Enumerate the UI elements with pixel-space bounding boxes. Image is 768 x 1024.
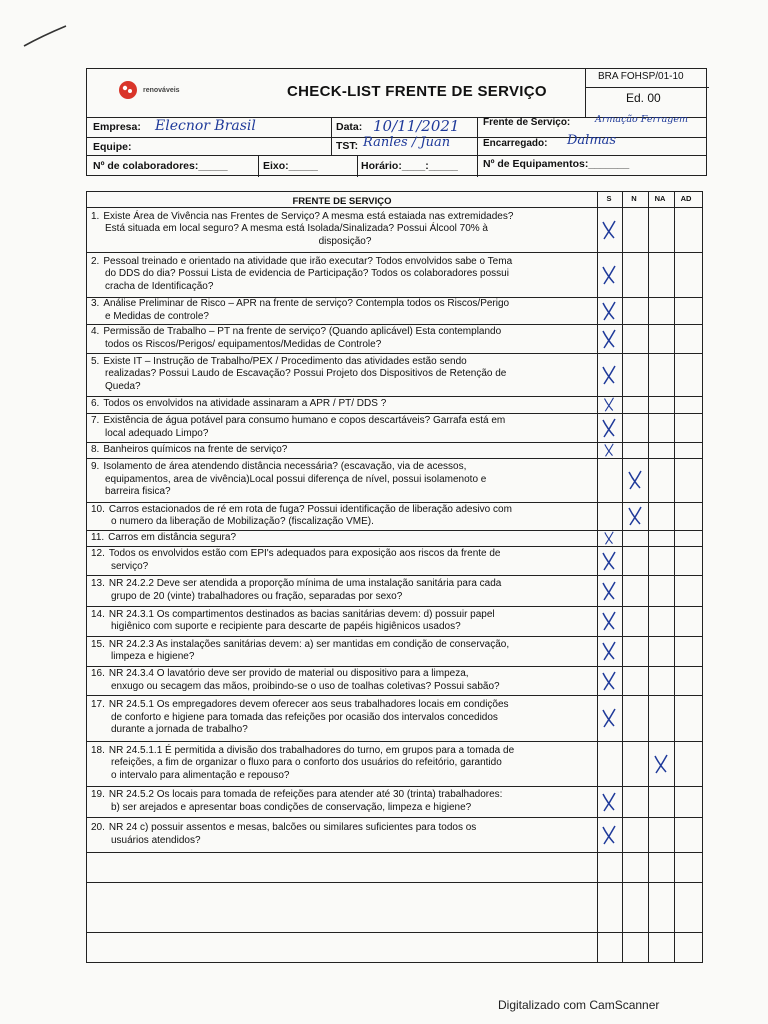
checklist-item-text: 12. Todos os envolvidos estão com EPI's adequados para exposição aos riscos da frente de xyxy=(91,548,501,559)
checklist-item-number: 12. xyxy=(91,548,105,559)
label-tst: TST: xyxy=(336,140,359,152)
label-equipe: Equipe: xyxy=(93,141,132,153)
label-frente: Frente de Serviço: xyxy=(483,117,571,128)
column-header-frente: FRENTE DE SERVIÇO xyxy=(292,196,392,207)
handwritten-check-s-icon[interactable] xyxy=(601,397,617,412)
handwritten-check-s-icon[interactable] xyxy=(601,551,617,571)
checklist-item-text: barreira fisica? xyxy=(105,486,171,498)
checklist-item xyxy=(91,326,599,351)
checklist-item-text: equipamentos, area de vivência)Local possui diferença de nível, possui isolamenoto e xyxy=(105,473,487,485)
handwritten-check-s-icon[interactable] xyxy=(601,531,617,545)
checklist-item-number: 18. xyxy=(91,744,105,756)
checklist-item-number: 7. xyxy=(91,415,100,426)
handwritten-check-s-icon[interactable] xyxy=(601,641,617,661)
checklist-item-text: 3. Análise Preliminar de Risco – APR na frente de serviço? Contempla todos os Riscos/Perigo xyxy=(91,298,510,309)
handwritten-check-n-icon[interactable] xyxy=(627,470,643,490)
checklist-item-text: refeições, a fim de organizar o fluxo para o conforto dos usuários do refeitório, garantido xyxy=(111,757,502,769)
checklist-item-text: o numero da liberação de Mobilização? (fiscalização VME). xyxy=(111,516,374,527)
scanner-watermark: Digitalizado com CamScanner xyxy=(498,998,660,1012)
checklist-item-text: realizadas? Possui Laudo de Escavação? Possui Projeto dos Dispositivos de Retenção de xyxy=(105,368,507,380)
handwritten-check-na-icon[interactable] xyxy=(653,754,669,774)
label-equipamentos: Nº de Equipamentos:_______ xyxy=(483,158,630,170)
handwritten-check-s-icon[interactable] xyxy=(601,671,617,691)
pen-stroke-mark xyxy=(22,22,70,50)
checklist-item-text: 6. Todos os envolvidos na atividade assinaram a APR / PT/ DDS ? xyxy=(91,398,387,410)
checklist-item xyxy=(91,789,599,814)
checklist-item xyxy=(91,356,599,394)
label-data: Data: xyxy=(336,121,363,133)
checklist-item xyxy=(91,532,599,545)
checklist-item xyxy=(91,745,599,783)
checklist-item-number: 6. xyxy=(91,398,100,410)
checklist-item-text: 13. NR 24.2.2 Deve ser atendida a proporção mínima de uma instalação sanitária para cada xyxy=(91,578,502,589)
checklist-item-text: durante a jornada de trabalho? xyxy=(111,724,248,736)
handwritten-check-s-icon[interactable] xyxy=(601,301,617,321)
checklist-item-text: o intervalo para alimentação e repouso? xyxy=(111,769,290,781)
value-empresa[interactable]: Elecnor Brasil xyxy=(155,118,256,134)
value-tst[interactable]: Ranles / Juan xyxy=(363,135,451,150)
checklist-item-text: e Medidas de controle? xyxy=(105,310,209,322)
checklist-item-text: higiênico com suporte e recipiente para descarte de papéis higiênicos usados? xyxy=(111,621,461,632)
label-empresa: Empresa: xyxy=(93,121,141,133)
checklist-item-number: 14. xyxy=(91,608,105,620)
checklist-item-text: 5. Existe IT – Instrução de Trabalho/PEX / Procedimento das atividades estão sendo xyxy=(91,355,467,367)
checklist-item-text: local adequado Limpo? xyxy=(105,427,209,439)
form-header xyxy=(86,68,707,176)
checklist-item-text: 4. Permissão de Trabalho – PT na frente de serviço? (Quando aplicável) Esta contemplando xyxy=(91,326,502,337)
handwritten-check-s-icon[interactable] xyxy=(601,220,617,240)
checklist-item-number: 9. xyxy=(91,461,100,473)
handwritten-check-s-icon[interactable] xyxy=(601,365,617,385)
checklist-item-text: serviço? xyxy=(111,560,149,572)
checklist-item-text: 17. NR 24.5.1 Os empregadores devem oferecer aos seus trabalhadores locais em condições xyxy=(91,699,509,711)
label-eixo: Eixo:_____ xyxy=(263,160,318,172)
checklist-item-number: 20. xyxy=(91,822,105,833)
checklist-item-number: 1. xyxy=(91,210,100,222)
handwritten-check-s-icon[interactable] xyxy=(601,581,617,601)
handwritten-check-s-icon[interactable] xyxy=(601,329,617,349)
checklist-item-text: 1. Existe Área de Vivência nas Frentes de Serviço? A mesma está estaiada nas extremidades? xyxy=(91,210,514,222)
checklist-item xyxy=(91,415,599,440)
checklist-item-text: de conforto e higiene para tomada das refeições por ocasião dos intervalos concedidos xyxy=(111,711,498,723)
value-frente[interactable]: Armação Ferragem xyxy=(595,114,688,125)
checklist-item xyxy=(91,609,599,634)
handwritten-check-s-icon[interactable] xyxy=(601,708,617,728)
checklist-item-text: 10. Carros estacionados de ré em rota de fuga? Possui identificação de liberação adesivo com xyxy=(91,503,512,515)
checklist-item xyxy=(91,211,599,249)
logo-flower-icon xyxy=(117,79,139,101)
checklist-item-text: 14. NR 24.3.1 Os compartimentos destinados as bacias sanitárias devem: d) possuir papel xyxy=(91,608,495,620)
label-horario: Horário:____:_____ xyxy=(361,160,458,172)
checklist-item-number: 15. xyxy=(91,638,105,650)
checklist-item xyxy=(91,256,599,294)
checklist-table xyxy=(86,191,703,963)
checklist-item xyxy=(91,444,599,457)
checklist-item-text: 9. Isolamento de área atendendo distância necessária? (escavação, via de acessos, xyxy=(91,461,467,473)
checklist-item-number: 11. xyxy=(91,531,105,543)
checklist-item-text: 15. NR 24.2.3 As instalações sanitárias devem: a) ser mantidas em condição de conservação, xyxy=(91,638,510,650)
checklist-item xyxy=(91,504,599,529)
column-header-n: N xyxy=(631,194,637,203)
checklist-item xyxy=(91,298,599,323)
checklist-item-text: 7. Existência de água potável para consumo humano e copos descartáveis? Garrafa está em xyxy=(91,415,506,426)
value-encarregado[interactable]: Dalmas xyxy=(567,133,617,148)
checklist-item-text: b) ser arejados e apresentar boas condições de conservação, limpeza e higiene? xyxy=(111,801,472,813)
checklist-item-text: grupo de 20 (vinte) trabalhadores ou fração, separadas por sexo? xyxy=(111,590,403,602)
handwritten-check-s-icon[interactable] xyxy=(601,418,617,438)
checklist-item-text: do DDS do dia? Possui Lista de evidencia de Participação? Todos os colaboradores possui xyxy=(105,268,509,280)
handwritten-check-n-icon[interactable] xyxy=(627,506,643,526)
checklist-item-number: 4. xyxy=(91,326,100,337)
checklist-item-text: usuários atendidos? xyxy=(111,834,201,846)
label-encarregado: Encarregado: xyxy=(483,138,548,149)
checklist-item-number: 13. xyxy=(91,578,105,589)
handwritten-check-s-icon[interactable] xyxy=(601,611,617,631)
checklist-item-text: 16. NR 24.3.4 O lavatório deve ser provido de material ou dispositivo para a limpeza, xyxy=(91,668,469,679)
checklist-item-text: 11. Carros em distância segura? xyxy=(91,531,237,543)
column-header-ad: AD xyxy=(680,194,692,203)
checklist-item xyxy=(91,822,599,847)
checklist-item xyxy=(91,398,599,411)
company-logo xyxy=(117,79,180,101)
handwritten-check-s-icon[interactable] xyxy=(601,792,617,812)
checklist-item xyxy=(91,461,599,499)
document-code-box xyxy=(585,69,709,117)
column-header-s: S xyxy=(606,194,612,203)
checklist-item-text: limpeza e higiene? xyxy=(111,651,195,662)
checklist-item-number: 16. xyxy=(91,668,105,679)
form-title: CHECK-LIST FRENTE DE SERVIÇO xyxy=(287,83,547,100)
handwritten-check-s-icon[interactable] xyxy=(601,825,617,845)
handwritten-check-s-icon[interactable] xyxy=(601,265,617,285)
checklist-item-text: disposição? xyxy=(318,235,372,247)
checklist-item-text: enxugo ou secagem das mãos, proibindo-se o uso de toalhas coletivas? Possui sabão? xyxy=(111,680,500,692)
document-edition: Ed. 00 xyxy=(626,91,661,105)
checklist-item xyxy=(91,668,599,693)
document-code: BRA FOHSP/01-10 xyxy=(598,71,684,82)
checklist-item xyxy=(91,639,599,664)
checklist-item-number: 10. xyxy=(91,503,105,515)
checklist-item xyxy=(91,578,599,603)
checklist-item-text: 19. NR 24.5.2 Os locais para tomada de refeições para atender até 30 (trinta) trabalhadores: xyxy=(91,789,503,800)
checklist-item-text: cracha de Identificação? xyxy=(105,280,214,292)
checklist-item-text: Queda? xyxy=(105,380,141,392)
checklist-item-number: 2. xyxy=(91,255,100,267)
checklist-item-text: 8. Banheiros químicos na frente de serviço? xyxy=(91,443,288,455)
checklist-item-number: 19. xyxy=(91,789,105,800)
checklist-item xyxy=(91,699,599,737)
logo-text: renováveis xyxy=(143,86,180,94)
checklist-item-text: 20. NR 24 c) possuir assentos e mesas, balcões ou similares suficientes para todos os xyxy=(91,822,477,833)
checklist-item-number: 3. xyxy=(91,298,100,309)
label-colaboradores: Nº de colaboradores:_____ xyxy=(93,160,228,172)
column-header-na: NA xyxy=(654,194,666,203)
checklist-item-text: Está situada em local seguro? A mesma está Isolada/Sinalizada? Possui Álcool 70% à xyxy=(105,223,488,235)
checklist-item xyxy=(91,548,599,573)
handwritten-check-s-icon[interactable] xyxy=(601,443,617,457)
checklist-item-text: 2. Pessoal treinado e orientado na atividade que irão executar? Todos envolvidos sabe o Tema xyxy=(91,255,513,267)
checklist-item-number: 5. xyxy=(91,355,100,367)
checklist-item-text: todos os Riscos/Perigos/ equipamentos/Medidas de Controle? xyxy=(105,338,382,350)
checklist-item-text: 18. NR 24.5.1.1 É permitida a divisão dos trabalhadores do turno, em grupos para a tomada de xyxy=(91,744,515,756)
checklist-item-number: 8. xyxy=(91,443,100,455)
value-data[interactable]: 10/11/2021 xyxy=(373,117,460,135)
checklist-item-number: 17. xyxy=(91,699,105,711)
